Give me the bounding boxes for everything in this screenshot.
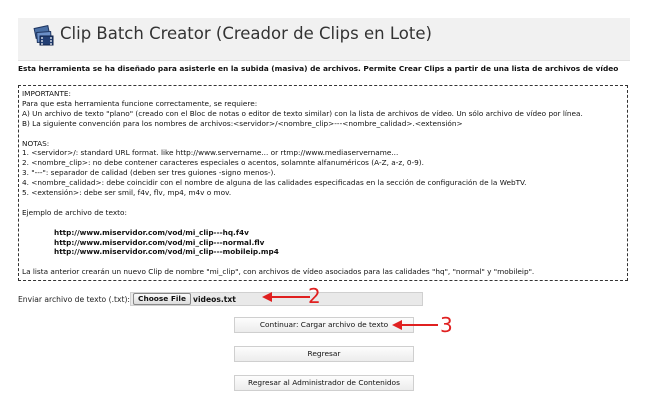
note-line: 3. "---": separador de calidad (deben ser tres guiones -signo menos-). [22,168,276,178]
back-to-admin-button[interactable]: Regresar al Administrador de Contenidos [234,375,414,391]
note-line: 1. <servidor>/: standard URL format. like http://www.servername... or rtmp://www.mediaservername... [22,148,399,158]
important-heading: IMPORTANTE: [22,89,71,98]
instruction-line: Para que esta herramienta funcione correctamente, se requiere: [22,98,258,108]
instructions-box [18,85,628,281]
instruction-line: A) Un archivo de texto "plano" (creado con el Bloc de notas o editor de texto similar) con la lista de archivos de vídeo. Un sólo archivo de vídeo por línea. [22,108,583,118]
annotation-label-3: 3 [440,313,453,337]
instructions-footer: La lista anterior crearán un nuevo Clip de nombre "mi_clip", con archivos de vídeo asociados para las calidades "hq", "normal" y "mobileip". [22,267,535,277]
instruction-line: B) La siguiente convención para los nombres de archivos:<servidor>/<nombre_clip>---<nombre_calidad>.<extensión> [22,118,463,128]
example-line: http://www.miservidor.com/vod/mi_clip---normal.flv [54,237,265,247]
back-button[interactable]: Regresar [234,346,414,362]
upload-label: Enviar archivo de texto (.txt): [18,295,130,304]
selected-file-name: videos.txt [193,295,236,304]
annotation-arrow-3 [392,318,440,332]
example-line: http://www.miservidor.com/vod/mi_clip---hq.f4v [54,227,249,237]
continue-button[interactable]: Continuar: Cargar archivo de texto [234,317,414,333]
page-header [18,18,630,61]
page-title: Clip Batch Creator (Creador de Clips en Lote) [60,24,432,43]
note-line: 2. <nombre_clip>: no debe contener caracteres especiales o acentos, solamnte alfanuméricos (A-Z, a-z, 0-9). [22,158,424,168]
intro-text: Esta herramienta se ha diseñado para asisterle en la subida (masiva) de archivos. Permite Crear Clips a partir de una lista de archivos de vídeo [18,64,619,73]
annotation-arrow-2 [262,290,312,304]
note-line: 4. <nombre_calidad>: debe coincidir con el nombre de alguna de las calidades especificadas en la sección de configuración de la WebTV. [22,178,527,188]
film-clips-icon [32,24,56,48]
choose-file-button[interactable]: Choose File [133,293,191,305]
notes-heading: NOTAS: [22,138,50,148]
example-line: http://www.miservidor.com/vod/mi_clip---mobileip.mp4 [54,247,279,257]
annotation-label-2: 2 [308,284,321,308]
example-heading: Ejemplo de archivo de texto: [22,207,127,217]
note-line: 5. <extensión>: debe ser smil, f4v, flv, mp4, m4v o mov. [22,188,232,198]
